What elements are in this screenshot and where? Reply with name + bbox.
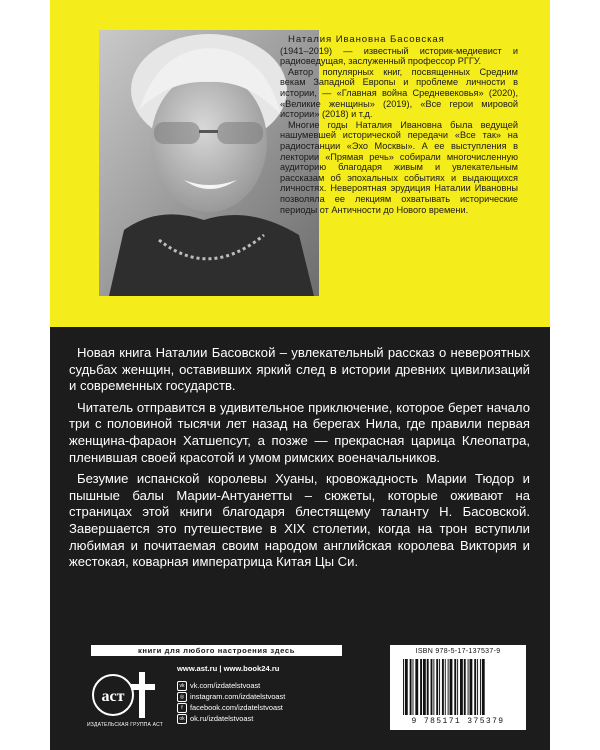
barcode-bar — [442, 659, 444, 715]
author-bio — [280, 34, 518, 215]
social-link-facebook[interactable] — [177, 702, 285, 713]
barcode-bar — [431, 659, 433, 715]
barcode-bar — [439, 659, 440, 715]
barcode-bar — [457, 659, 458, 715]
barcode-bar — [477, 659, 478, 715]
instagram-icon: ◎ — [177, 692, 187, 702]
logo-text: аст — [101, 688, 125, 705]
barcode-bar — [433, 659, 434, 715]
social-link-instagram[interactable] — [177, 691, 285, 702]
barcode-bar — [405, 659, 408, 715]
facebook-icon: f — [177, 703, 187, 713]
isbn-label: ISBN 978-5-17-137537-9 — [415, 648, 501, 655]
social-link-text: vk.com/izdatelstvoast — [190, 681, 261, 690]
website-links[interactable]: www.ast.ru | www.book24.ru — [177, 664, 280, 673]
author-years: (1941–2019) — известный историк-медиевист и радиоведущая, заслуженный профессор РГГУ. — [280, 45, 518, 67]
vk-icon: vk — [177, 681, 187, 691]
description-paragraph-1: Новая книга Наталии Басовской – увлекательный рассказ о невероятных судьбах женщин, оставивших яркий след в истории древних цивилизаций и современных государств. — [69, 345, 530, 394]
barcode-digits: 9 785171 375379 — [411, 717, 505, 726]
author-radio: Многие годы Наталия Ивановна была ведущей нашумевшей исторической передачи «Все так» на радиостанции «Эхо Москвы». А ее выступления в лектории «Прямая речь» собирали многочисленную аудиторию благодаря живым и увлекательным рассказам об эпохальных событиях и выдающихся личностях. Невероятная эрудиция Наталии Ивановны позволяла ее лекциям охватывать исторические периоды от Античности до Нового времени. — [280, 119, 518, 215]
barcode-bar — [423, 659, 426, 715]
author-name: Наталия Ивановна Басовская — [288, 34, 445, 45]
barcode-bars — [403, 659, 513, 717]
barcode-bar — [454, 659, 456, 715]
barcode-bar — [427, 659, 429, 715]
barcode-bar — [420, 659, 422, 715]
barcode-bar — [480, 659, 481, 715]
isbn-barcode — [390, 645, 526, 730]
ast-logo — [91, 664, 164, 726]
social-link-odnoklassniki[interactable] — [177, 713, 285, 724]
barcode-bar — [415, 659, 418, 715]
author-works: Автор популярных книг, посвященных Средним векам Западной Европы и проблеме личности в истории, — «Главная война Средневековья» (2020), «Великие женщины» (2019), «Все герои мировой истории» (2018) и т.д. — [280, 66, 518, 120]
odnoklassniki-icon: ok — [177, 714, 187, 724]
barcode-bar — [436, 659, 438, 715]
barcode-bar — [445, 659, 446, 715]
barcode-bar — [460, 659, 463, 715]
social-links — [177, 680, 285, 724]
barcode-bar — [413, 659, 414, 715]
barcode-bar — [448, 659, 449, 715]
barcode-bar — [410, 659, 412, 715]
tagline-banner: книги для любого настроения здесь — [91, 645, 342, 656]
author-panel — [50, 0, 550, 327]
publisher-name: ИЗДАТЕЛЬСКАЯ ГРУППА АСТ — [87, 722, 163, 728]
barcode-bar — [464, 659, 466, 715]
barcode-bar — [468, 659, 469, 715]
book-description — [69, 345, 530, 576]
barcode-bar — [403, 659, 404, 715]
social-link-text: ok.ru/izdatelstvoast — [190, 714, 254, 723]
social-link-text: facebook.com/izdatelstvoast — [190, 703, 283, 712]
back-cover — [50, 0, 550, 750]
social-link-vk[interactable] — [177, 680, 285, 691]
barcode-bar — [474, 659, 476, 715]
description-paragraph-2: Читатель отправится в удивительное приключение, которое берет начало три с половиной тысячи лет назад на берегах Нила, где правили первая женщина-фараон Хатшепсут, а позже — прекрасная царица Клеопатра, пленившая своей красотой и умом римских военачальников. — [69, 399, 530, 465]
description-paragraph-3: Безумие испанской королевы Хуаны, кровожадность Марии Тюдор и пышные балы Марии-Антуанетты – сюжеты, которые оживают на страницах этой книги благодаря блестящему таланту Н. Басовской. Завершается это путешествие в XIX столетии, когда на трон вступили любимая и почитаемая своим народом английская королева Виктория и жестокая, коварная императрица Китая Цы Си. — [69, 471, 530, 570]
barcode-bar — [450, 659, 453, 715]
social-link-text: instagram.com/izdatelstvoast — [190, 692, 286, 701]
barcode-bar — [470, 659, 473, 715]
barcode-bar — [482, 659, 485, 715]
